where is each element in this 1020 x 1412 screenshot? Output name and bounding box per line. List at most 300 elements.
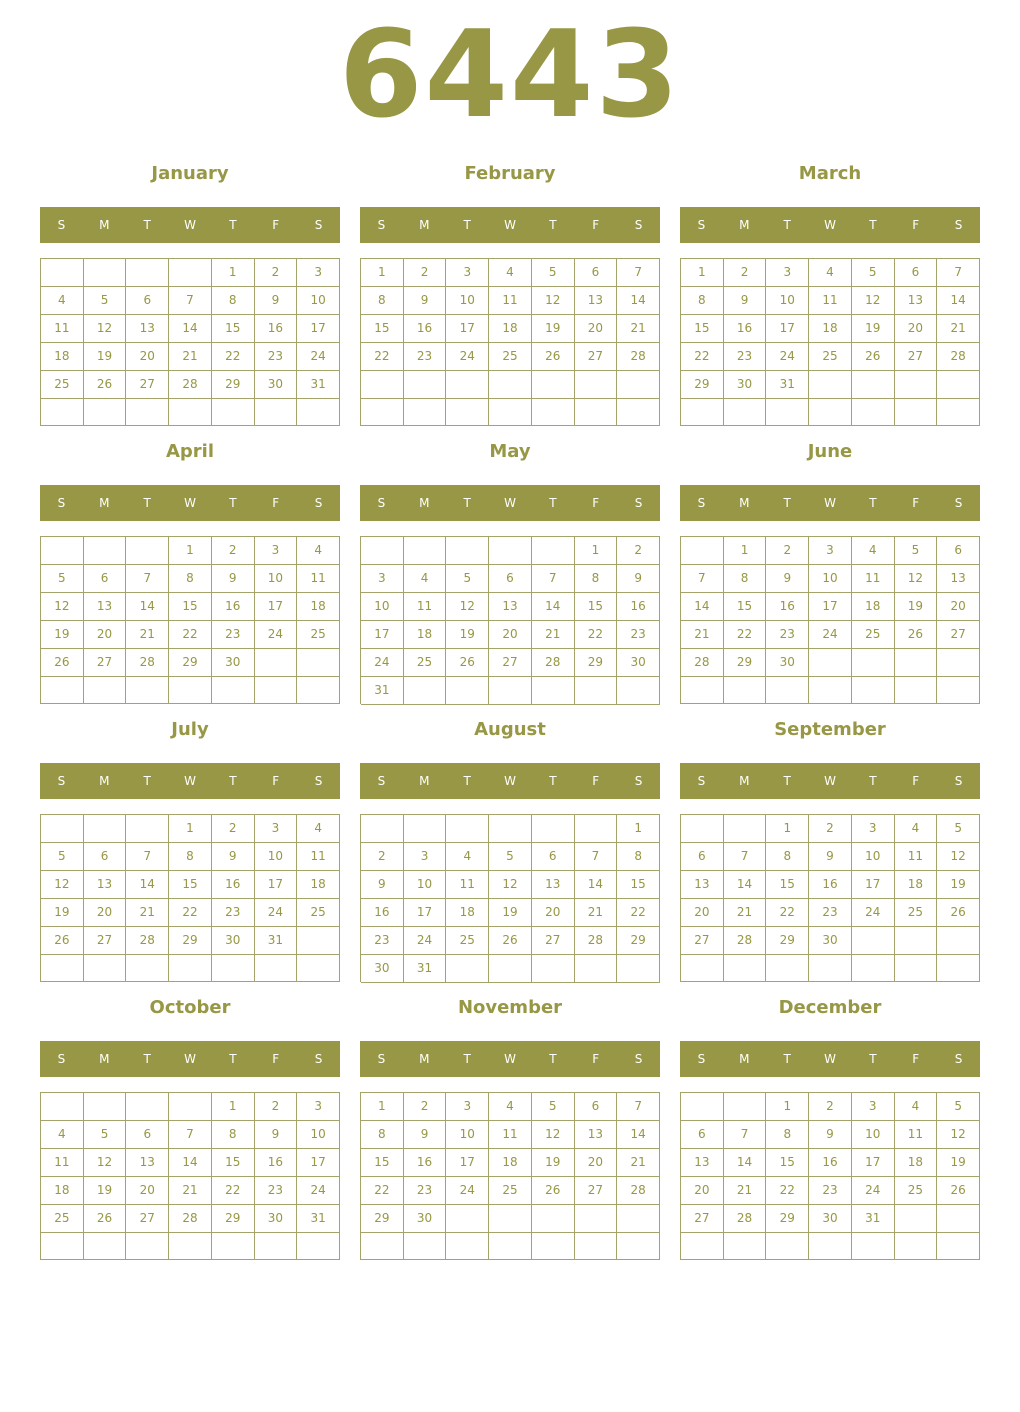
day-cell: 27 (575, 343, 618, 371)
day-cell: 22 (575, 621, 618, 649)
empty-day-cell (41, 537, 84, 565)
weekday-label: M (99, 1052, 110, 1066)
day-cell: 2 (361, 843, 404, 871)
day-cell: 15 (617, 871, 660, 899)
weekday-header (360, 207, 660, 243)
day-cell: 26 (41, 927, 84, 955)
day-cell: 26 (937, 899, 980, 927)
weekday-label: F (272, 774, 280, 788)
day-cell: 29 (724, 649, 767, 677)
day-cell: 14 (169, 1149, 212, 1177)
day-cell: 4 (297, 815, 340, 843)
empty-day-cell (41, 1233, 84, 1260)
empty-day-cell (852, 955, 895, 982)
day-cell: 12 (41, 593, 84, 621)
day-cell: 12 (84, 1149, 127, 1177)
empty-day-cell (681, 677, 724, 704)
day-cell: 31 (297, 371, 340, 399)
weekday-label: F (912, 1052, 920, 1066)
day-cell: 7 (169, 287, 212, 315)
empty-day-cell (724, 955, 767, 982)
empty-day-cell (41, 677, 84, 704)
empty-day-cell (724, 1093, 767, 1121)
day-cell: 17 (809, 593, 852, 621)
day-cell: 7 (126, 565, 169, 593)
day-cell: 27 (489, 649, 532, 677)
empty-day-cell (895, 1233, 938, 1260)
day-cell: 23 (255, 343, 298, 371)
day-cell: 13 (895, 287, 938, 315)
day-cell: 11 (41, 315, 84, 343)
weekday-header (680, 763, 980, 799)
weekday-label: S (57, 1052, 66, 1066)
empty-day-cell (84, 1093, 127, 1121)
day-cell: 28 (724, 927, 767, 955)
day-cell: 9 (724, 287, 767, 315)
empty-day-cell (617, 1233, 660, 1260)
day-cell: 4 (852, 537, 895, 565)
day-cell: 28 (937, 343, 980, 371)
day-cell: 6 (532, 843, 575, 871)
day-cell: 22 (212, 343, 255, 371)
day-cell: 21 (724, 899, 767, 927)
day-cell: 3 (297, 1093, 340, 1121)
empty-day-cell (297, 1233, 340, 1260)
day-cell: 25 (297, 621, 340, 649)
weekday-label: S (57, 496, 66, 510)
empty-day-cell (575, 399, 618, 427)
day-cell: 6 (937, 537, 980, 565)
month-title: November (457, 997, 563, 1018)
day-grid (360, 536, 660, 704)
empty-day-cell (84, 1233, 127, 1260)
empty-day-cell (895, 649, 938, 677)
weekday-label: W (824, 1052, 836, 1066)
weekday-label: T (783, 774, 791, 788)
weekday-header (680, 1041, 980, 1077)
day-cell: 3 (766, 259, 809, 287)
day-cell: 18 (404, 621, 447, 649)
weekday-label: S (377, 1052, 386, 1066)
day-cell: 11 (895, 1121, 938, 1149)
day-cell: 12 (84, 315, 127, 343)
weekday-label: S (314, 1052, 323, 1066)
day-cell: 30 (766, 649, 809, 677)
weekday-label: T (549, 774, 557, 788)
day-cell: 29 (575, 649, 618, 677)
day-cell: 15 (361, 1149, 404, 1177)
weekday-label: M (419, 496, 430, 510)
day-cell: 2 (809, 815, 852, 843)
empty-day-cell (895, 1205, 938, 1233)
day-cell: 7 (617, 259, 660, 287)
day-cell: 13 (84, 871, 127, 899)
day-cell: 16 (404, 315, 447, 343)
day-cell: 24 (297, 343, 340, 371)
day-cell: 20 (532, 899, 575, 927)
day-cell: 3 (297, 259, 340, 287)
day-cell: 29 (212, 371, 255, 399)
day-cell: 21 (724, 1177, 767, 1205)
weekday-label: T (229, 1052, 237, 1066)
empty-day-cell (724, 815, 767, 843)
day-cell: 16 (212, 871, 255, 899)
day-cell: 14 (617, 287, 660, 315)
day-grid (680, 536, 980, 704)
day-cell: 15 (361, 315, 404, 343)
day-cell: 16 (404, 1149, 447, 1177)
empty-day-cell (84, 259, 127, 287)
empty-day-cell (617, 371, 660, 399)
empty-day-cell (255, 955, 298, 982)
empty-day-cell (532, 1205, 575, 1233)
day-cell: 10 (297, 1121, 340, 1149)
day-cell: 25 (446, 927, 489, 955)
day-cell: 26 (532, 343, 575, 371)
day-cell: 5 (937, 1093, 980, 1121)
empty-day-cell (169, 1093, 212, 1121)
empty-day-cell (126, 1093, 169, 1121)
day-cell: 22 (212, 1177, 255, 1205)
day-cell: 7 (169, 1121, 212, 1149)
day-cell: 2 (212, 537, 255, 565)
empty-day-cell (895, 927, 938, 955)
day-cell: 19 (895, 593, 938, 621)
day-cell: 11 (489, 1121, 532, 1149)
weekday-label: M (99, 218, 110, 232)
empty-day-cell (532, 537, 575, 565)
day-cell: 30 (212, 649, 255, 677)
weekday-label: T (549, 496, 557, 510)
day-cell: 8 (169, 565, 212, 593)
day-cell: 18 (41, 1177, 84, 1205)
day-cell: 30 (809, 927, 852, 955)
day-cell: 15 (169, 871, 212, 899)
day-cell: 19 (41, 621, 84, 649)
weekday-label: S (634, 496, 643, 510)
day-cell: 31 (297, 1205, 340, 1233)
day-cell: 28 (126, 649, 169, 677)
day-cell: 3 (446, 1093, 489, 1121)
empty-day-cell (895, 399, 938, 426)
day-cell: 2 (404, 259, 447, 287)
day-cell: 19 (84, 1177, 127, 1205)
day-cell: 29 (617, 927, 660, 955)
day-cell: 19 (489, 899, 532, 927)
day-cell: 28 (617, 1177, 660, 1205)
day-cell: 1 (169, 537, 212, 565)
day-cell: 20 (895, 315, 938, 343)
day-cell: 23 (255, 1177, 298, 1205)
month-may (360, 434, 660, 704)
weekday-label: T (783, 1052, 791, 1066)
day-cell: 2 (212, 815, 255, 843)
empty-day-cell (852, 1233, 895, 1260)
day-cell: 16 (617, 593, 660, 621)
empty-day-cell (937, 677, 980, 704)
day-cell: 30 (361, 955, 404, 983)
day-cell: 14 (937, 287, 980, 315)
month-title: July (171, 719, 209, 740)
day-cell: 16 (724, 315, 767, 343)
day-cell: 21 (617, 315, 660, 343)
empty-day-cell (446, 815, 489, 843)
day-cell: 17 (852, 1149, 895, 1177)
day-cell: 20 (84, 899, 127, 927)
day-cell: 11 (809, 287, 852, 315)
weekday-label: W (504, 774, 516, 788)
day-cell: 8 (724, 565, 767, 593)
day-cell: 30 (404, 1205, 447, 1233)
empty-day-cell (532, 371, 575, 399)
month-title: June (807, 441, 853, 462)
weekday-label: W (824, 496, 836, 510)
day-cell: 4 (489, 1093, 532, 1121)
month-august (360, 712, 660, 982)
day-cell: 17 (852, 871, 895, 899)
day-cell: 28 (169, 371, 212, 399)
day-cell: 5 (489, 843, 532, 871)
day-cell: 29 (212, 1205, 255, 1233)
day-cell: 13 (489, 593, 532, 621)
day-cell: 18 (41, 343, 84, 371)
weekday-label: S (697, 1052, 706, 1066)
day-cell: 7 (681, 565, 724, 593)
day-cell: 9 (404, 287, 447, 315)
weekday-header (40, 1041, 340, 1077)
day-cell: 4 (297, 537, 340, 565)
day-cell: 4 (489, 259, 532, 287)
day-cell: 11 (446, 871, 489, 899)
day-cell: 2 (766, 537, 809, 565)
weekday-label: M (419, 1052, 430, 1066)
weekday-label: T (143, 496, 151, 510)
day-cell: 9 (766, 565, 809, 593)
day-cell: 12 (937, 843, 980, 871)
day-cell: 9 (361, 871, 404, 899)
day-cell: 16 (255, 1149, 298, 1177)
day-cell: 25 (489, 1177, 532, 1205)
empty-day-cell (361, 1233, 404, 1260)
day-cell: 15 (681, 315, 724, 343)
day-cell: 11 (41, 1149, 84, 1177)
day-cell: 19 (41, 899, 84, 927)
day-cell: 23 (724, 343, 767, 371)
weekday-label: S (57, 774, 66, 788)
day-cell: 21 (575, 899, 618, 927)
weekday-label: S (377, 496, 386, 510)
day-cell: 27 (126, 1205, 169, 1233)
day-cell: 31 (255, 927, 298, 955)
empty-day-cell (852, 371, 895, 399)
empty-day-cell (361, 537, 404, 565)
weekday-label: T (869, 218, 877, 232)
day-cell: 8 (361, 1121, 404, 1149)
day-cell: 10 (852, 843, 895, 871)
empty-day-cell (446, 677, 489, 705)
day-cell: 16 (255, 315, 298, 343)
empty-day-cell (532, 399, 575, 427)
empty-day-cell (766, 399, 809, 426)
empty-day-cell (532, 1233, 575, 1260)
day-cell: 24 (852, 899, 895, 927)
day-cell: 16 (809, 871, 852, 899)
day-cell: 3 (852, 1093, 895, 1121)
day-cell: 30 (212, 927, 255, 955)
day-cell: 17 (255, 871, 298, 899)
day-cell: 12 (937, 1121, 980, 1149)
day-cell: 24 (852, 1177, 895, 1205)
day-cell: 4 (41, 287, 84, 315)
day-cell: 30 (255, 1205, 298, 1233)
empty-day-cell (681, 1233, 724, 1260)
day-cell: 27 (532, 927, 575, 955)
day-cell: 24 (255, 621, 298, 649)
day-cell: 10 (255, 565, 298, 593)
day-cell: 13 (126, 315, 169, 343)
day-cell: 15 (169, 593, 212, 621)
weekday-label: W (184, 218, 196, 232)
weekday-header (360, 763, 660, 799)
empty-day-cell (489, 371, 532, 399)
day-cell: 9 (255, 287, 298, 315)
empty-day-cell (809, 371, 852, 399)
empty-day-cell (809, 649, 852, 677)
day-cell: 17 (297, 1149, 340, 1177)
day-cell: 6 (681, 843, 724, 871)
day-cell: 9 (212, 843, 255, 871)
day-cell: 26 (937, 1177, 980, 1205)
weekday-label: F (912, 218, 920, 232)
day-cell: 14 (681, 593, 724, 621)
day-cell: 26 (489, 927, 532, 955)
weekday-header (680, 485, 980, 521)
day-cell: 13 (937, 565, 980, 593)
weekday-label: S (954, 218, 963, 232)
day-cell: 31 (852, 1205, 895, 1233)
empty-day-cell (724, 399, 767, 426)
month-july (40, 712, 340, 982)
empty-day-cell (489, 399, 532, 427)
empty-day-cell (446, 371, 489, 399)
day-cell: 19 (937, 1149, 980, 1177)
empty-day-cell (617, 1205, 660, 1233)
day-cell: 6 (489, 565, 532, 593)
day-cell: 18 (809, 315, 852, 343)
empty-day-cell (809, 1233, 852, 1260)
day-cell: 8 (681, 287, 724, 315)
day-cell: 4 (446, 843, 489, 871)
day-cell: 1 (212, 259, 255, 287)
empty-day-cell (617, 955, 660, 983)
month-september (680, 712, 980, 982)
weekday-label: M (419, 774, 430, 788)
day-cell: 6 (126, 1121, 169, 1149)
day-cell: 11 (297, 843, 340, 871)
day-cell: 26 (446, 649, 489, 677)
day-cell: 10 (404, 871, 447, 899)
weekday-label: T (869, 1052, 877, 1066)
day-cell: 7 (617, 1093, 660, 1121)
month-title: October (149, 997, 231, 1018)
day-cell: 22 (617, 899, 660, 927)
day-cell: 20 (937, 593, 980, 621)
day-cell: 30 (617, 649, 660, 677)
month-title: April (165, 441, 215, 462)
day-cell: 1 (724, 537, 767, 565)
day-cell: 30 (809, 1205, 852, 1233)
day-cell: 15 (575, 593, 618, 621)
day-cell: 10 (766, 287, 809, 315)
month-title: September (774, 719, 886, 740)
weekday-label: T (549, 218, 557, 232)
day-cell: 21 (681, 621, 724, 649)
weekday-label: T (783, 496, 791, 510)
weekday-label: F (912, 496, 920, 510)
empty-day-cell (297, 927, 340, 955)
day-grid (360, 1092, 660, 1260)
day-cell: 20 (84, 621, 127, 649)
day-cell: 26 (84, 1205, 127, 1233)
day-cell: 12 (895, 565, 938, 593)
day-cell: 24 (297, 1177, 340, 1205)
empty-day-cell (404, 399, 447, 427)
day-cell: 25 (852, 621, 895, 649)
day-cell: 21 (169, 1177, 212, 1205)
day-cell: 11 (852, 565, 895, 593)
weekday-header (680, 207, 980, 243)
day-cell: 19 (532, 1149, 575, 1177)
day-cell: 10 (809, 565, 852, 593)
day-cell: 7 (575, 843, 618, 871)
day-cell: 24 (255, 899, 298, 927)
empty-day-cell (809, 677, 852, 704)
day-cell: 4 (809, 259, 852, 287)
day-cell: 19 (852, 315, 895, 343)
empty-day-cell (446, 537, 489, 565)
empty-day-cell (617, 677, 660, 705)
day-cell: 2 (724, 259, 767, 287)
weekday-label: F (592, 496, 600, 510)
day-cell: 24 (361, 649, 404, 677)
day-cell: 17 (404, 899, 447, 927)
month-title: May (489, 441, 531, 462)
weekday-header (40, 207, 340, 243)
empty-day-cell (489, 955, 532, 983)
empty-day-cell (852, 649, 895, 677)
day-cell: 23 (809, 1177, 852, 1205)
day-cell: 18 (895, 871, 938, 899)
empty-day-cell (361, 371, 404, 399)
day-cell: 19 (446, 621, 489, 649)
day-cell: 9 (809, 1121, 852, 1149)
empty-day-cell (126, 677, 169, 704)
day-cell: 3 (255, 815, 298, 843)
empty-day-cell (937, 399, 980, 426)
day-cell: 16 (809, 1149, 852, 1177)
weekday-label: S (697, 774, 706, 788)
day-cell: 14 (575, 871, 618, 899)
day-cell: 21 (937, 315, 980, 343)
day-cell: 13 (681, 871, 724, 899)
month-june (680, 434, 980, 704)
weekday-label: T (229, 218, 237, 232)
day-cell: 28 (532, 649, 575, 677)
day-cell: 13 (126, 1149, 169, 1177)
weekday-label: T (783, 218, 791, 232)
day-cell: 20 (489, 621, 532, 649)
day-cell: 22 (361, 343, 404, 371)
